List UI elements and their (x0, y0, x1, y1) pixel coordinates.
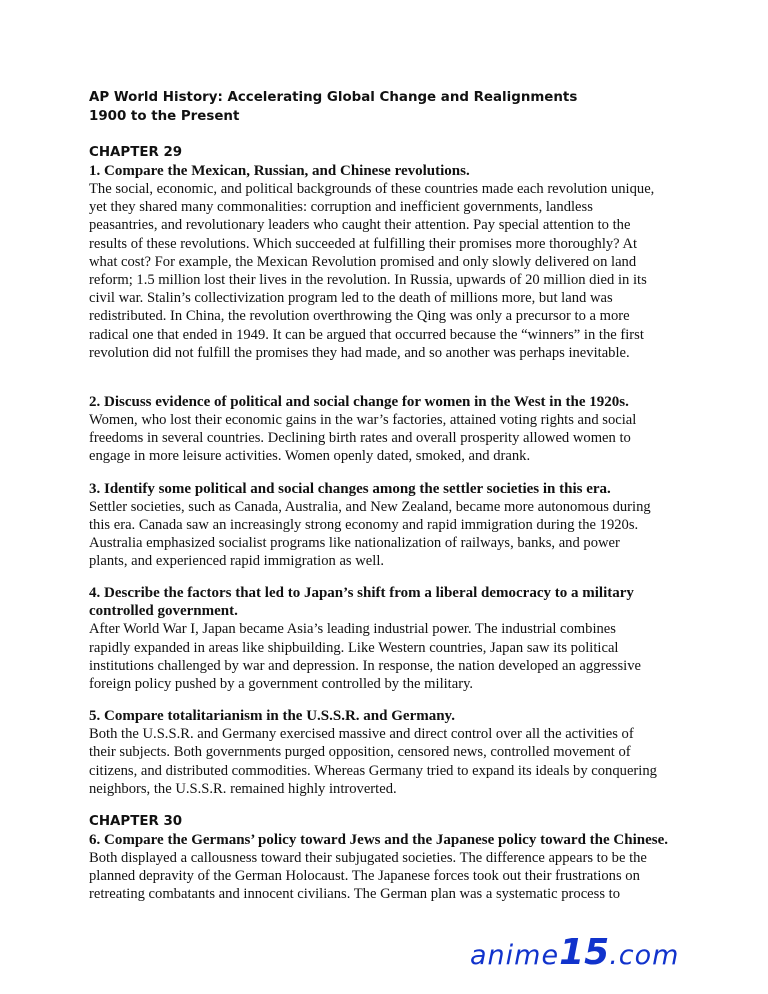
answer-line: Settler societies, such as Canada, Australia, and New Zealand, became more autonomous during (89, 498, 651, 515)
answer-line: planned depravity of the German Holocaust. The Japanese forces took out their frustrations on (89, 868, 640, 885)
answer-line: Both displayed a callousness toward their subjugated societies. The difference appears to be the (89, 850, 647, 867)
answer-line: retreating combatants and innocent civilians. The German plan was a systematic process to (89, 886, 621, 903)
chapter-heading: CHAPTER 29 (89, 145, 183, 160)
answer-line: results of these revolutions. Which succeeded at fulfilling their promises more thoroughly? At (89, 235, 638, 252)
watermark-number: 15 (559, 932, 610, 973)
watermark-domain: .com (609, 940, 680, 971)
answer-line: Women, who lost their economic gains in the war’s factories, attained voting rights and social (89, 412, 637, 429)
question-heading: 5. Compare totalitarianism in the U.S.S.R. and Germany. (89, 708, 455, 725)
answer-line: radical one that ended in 1949. It can be argued that occurred because the “winners” in the first (89, 326, 644, 343)
document-title-line-1: AP World History: Accelerating Global Change and Realignments (89, 90, 578, 105)
answer-line: plants, and experienced rapid immigration as well. (89, 553, 385, 570)
answer-line: their subjects. Both governments purged opposition, censored news, controlled movement of (89, 744, 631, 761)
question-heading: controlled government. (89, 603, 238, 620)
answer-line: citizens, and distributed commodities. Whereas Germany tried to expand its ideals by conquering (89, 762, 657, 779)
answer-line: engage in more leisure activities. Women openly dated, smoked, and drank. (89, 448, 531, 465)
question-heading: 2. Discuss evidence of political and social change for women in the West in the 1920s. (89, 394, 629, 411)
answer-line: neighbors, the U.S.S.R. remained highly introverted. (89, 780, 397, 797)
chapter-heading: CHAPTER 30 (89, 814, 183, 830)
answer-line: reform; 1.5 million lost their lives in the revolution. In Russia, upwards of 20 million died in its (89, 272, 647, 289)
question-block (89, 831, 689, 904)
question-heading: 1. Compare the Mexican, Russian, and Chinese revolutions. (89, 163, 470, 179)
document-page (89, 88, 689, 904)
answer-line: foreign policy pushed by a government controlled by the military. (89, 676, 474, 693)
answer-line: rapidly expanded in areas like shipbuilding. Like Western countries, Japan saw its political (89, 639, 619, 656)
answer-line: institutions challenged by war and depression. In response, the nation developed an aggressive (89, 657, 641, 674)
answer-line: freedoms in several countries. Declining birth rates and overall prosperity allowed women to (89, 430, 631, 447)
watermark-logo (470, 932, 680, 972)
document-title-line-2: 1900 to the Present (89, 109, 240, 124)
answer-line: redistributed. In China, the revolution overthrowing the Qing was only a precursor to a more (89, 308, 630, 325)
answer-line: this era. Canada saw an increasingly strong economy and rapid immigration during the 1920s. (89, 516, 639, 533)
answer-line: yet they shared many commonalities: corruption and inefficient governments, landless (89, 199, 593, 216)
answer-line: After World War I, Japan became Asia’s leading industrial power. The industrial combines (89, 621, 616, 638)
answer-line: what cost? For example, the Mexican Revolution promised and only slowly delivered on land (89, 253, 637, 270)
answer-line: Australia emphasized socialist programs like nationalization of railways, banks, and power (89, 535, 620, 552)
question-block (89, 480, 689, 571)
answer-line: The social, economic, and political backgrounds of these countries made each revolution unique, (89, 181, 655, 197)
question-block (89, 393, 689, 466)
answer-line: peasantries, and revolutionary leaders who caught their attention. Pay special attention to the (89, 217, 631, 234)
question-heading: 4. Describe the factors that led to Japan’s shift from a liberal democracy to a military (89, 585, 634, 602)
answer-line: revolution did not fulfill the promises they had made, and so another was perhaps inevitable. (89, 344, 630, 361)
question-heading: 3. Identify some political and social changes among the settler societies in this era. (89, 480, 611, 497)
answer-line: Both the U.S.S.R. and Germany exercised massive and direct control over all the activities of (89, 726, 634, 743)
question-block (89, 162, 689, 362)
question-block (89, 584, 689, 693)
answer-line: civil war. Stalin’s collectivization program led to the death of millions more, but land was (89, 290, 613, 307)
question-block (89, 707, 689, 798)
question-heading: 6. Compare the Germans’ policy toward Jews and the Japanese policy toward the Chinese. (89, 832, 669, 849)
watermark-text: anime (470, 940, 560, 971)
